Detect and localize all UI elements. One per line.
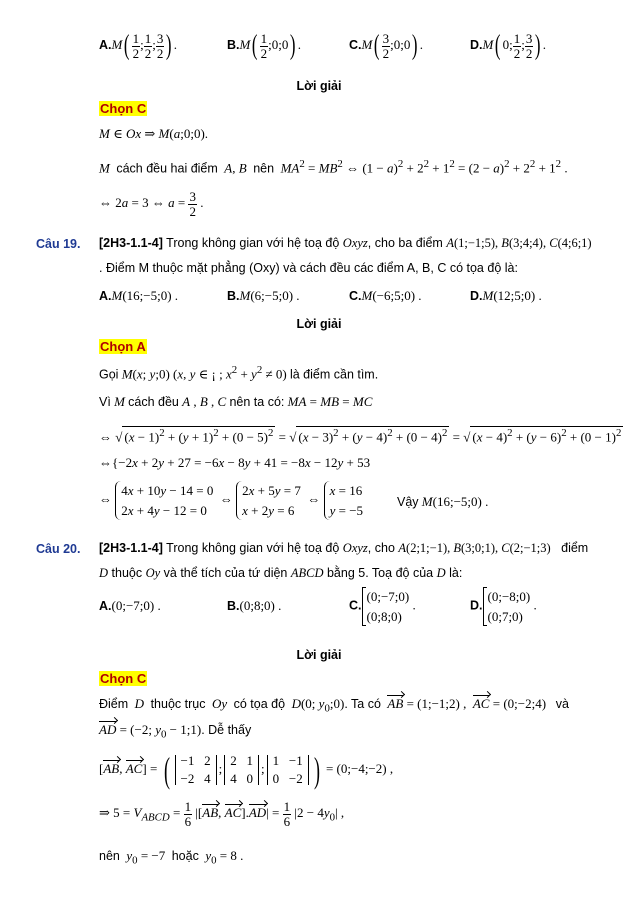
q19-linear-eq: ⇔{−2x + 2y + 27 = −6x − 8y + 41 = −8x − 12y + 53 xyxy=(99,455,371,470)
q18-solution-heading: Lời giải xyxy=(296,79,342,93)
q19-conclusion: Vậy M(16;−5;0) . xyxy=(397,494,489,509)
q18-option-a: A.M( $\frac{1}{2}$ ; $\frac{1}{2}$ ; $\frac{3}{2}$ ) . xyxy=(99,30,177,61)
q19-goi: Gọi M(x; y;0) (x, y ∈ ¡ ; $x^2 + y^2 \ne 0$) là điểm cần tìm. xyxy=(99,364,379,382)
q20-choice: Chọn C xyxy=(100,671,147,686)
q18-option-d: D.M( 0; $\frac{1}{2}$ ; $\frac{3}{2}$ ) . xyxy=(470,30,546,61)
q19-option-c: C.M(−6;5;0) . xyxy=(349,288,422,303)
q20-solution-heading: Lời giải xyxy=(296,648,342,662)
q20-option-d: D.(0;−8;0) (0;7;0) . xyxy=(470,587,537,626)
q19-label: Câu 19. xyxy=(36,237,81,251)
q18-option-b: B.M( $\frac{1}{2}$ ;0;0) . xyxy=(227,30,301,61)
q18-line1: M ∈ Ox ⇒ M(a;0;0). xyxy=(99,126,209,141)
q20-sol-line1: Điểm D thuộc trục Oy có tọa độ D(0; $y_0;0$). Ta có AB = (1;−1;2) , AC = (0;−2;4) và xyxy=(99,696,569,715)
q19-option-d: D.M(12;5;0) . xyxy=(470,288,542,303)
q20-volume: ⇒ $5 = V_{ABCD}$ = $\frac{1}{6}$ |[AB, AC].AD| = $\frac{1}{6}$ $|2 - 4y_0|$ , xyxy=(99,799,345,829)
q20-result: nên $y_0 = -7$ hoặc $y_0 = 8$ . xyxy=(99,848,244,867)
q20-stem-line2: D thuộc Oy và thể tích của tứ diện ABCD bằng 5. Toạ độ của D là: xyxy=(99,566,463,580)
q20-label: Câu 20. xyxy=(36,542,81,556)
q20-sol-line2: AD = (−2; $y_0$ − 1;1). Dễ thấy xyxy=(99,722,252,741)
q18-option-c: C.M( $\frac{3}{2}$ ;0;0) . xyxy=(349,30,423,61)
q20-cross-product: [AB, AC] = ( −1 2 −2 4;2 1 4 0;1 −1 0 −2 ) = (0;−4;−2) , xyxy=(99,750,394,790)
q19-stem-line1: [2H3-1.1-4] Trong không gian với hệ toạ độ Oxyz, cho ba điểm A(1;−1;5), B(3;4;4), C(4;6;1) xyxy=(99,236,592,250)
q18-line3: ⇔ 2a = 3 ⇔ a = $\frac{3}{2}$ . xyxy=(99,189,204,219)
q19-vi: Vì M cách đều A , B , C nên ta có: MA = MB = MC xyxy=(99,394,373,409)
q19-choice: Chọn A xyxy=(100,339,146,354)
q19-solution-heading: Lời giải xyxy=(296,317,342,331)
q20-option-b: B.(0;8;0) . xyxy=(227,598,282,613)
q20-option-c: C.(0;−7;0) (0;8;0) . xyxy=(349,587,416,626)
q19-sqrt-eq: ⇔ √ $(x - 1)^2 + (y + 1)^2 + (0 - 5)^2$ = √ $(x - 3)^2 + (y - 4)^2 + (0 - 4)^2$ = √ $(x - 4)^2 + (y - 6)^2 + (0 - 1)^2$ xyxy=(99,427,622,445)
q20-option-a: A.(0;−7;0) . xyxy=(99,598,161,613)
q19-option-b: B.M(6;−5;0) . xyxy=(227,288,300,303)
q18-line2: M cách đều hai điểm A, B nên $MA^2 = MB^2$ ⇔ $(1 - a)^2 + 2^2 + 1^2 = (2 - a)^2 + 2^2 + 1^2$ . xyxy=(99,158,568,176)
q19-stem-line2: . Điểm M thuộc mặt phẳng (Oxy) và cách đều các điểm A, B, C có tọa độ là: xyxy=(99,261,518,275)
q19-option-a: A.M(16;−5;0) . xyxy=(99,288,179,303)
q18-choice: Chọn C xyxy=(100,101,147,116)
q20-stem-line1: [2H3-1.1-4] Trong không gian với hệ toạ độ Oxyz, cho A(2;1;−1), B(3;0;1), C(2;−1;3) điểm xyxy=(99,541,589,555)
q19-systems: ⇔ 4x + 10y − 14 = 0 2x + 4y − 12 = 0 ⇔ 2x + 5y = 7 x + 2y = 6 ⇔ x = 16 y = −5 xyxy=(99,481,363,520)
